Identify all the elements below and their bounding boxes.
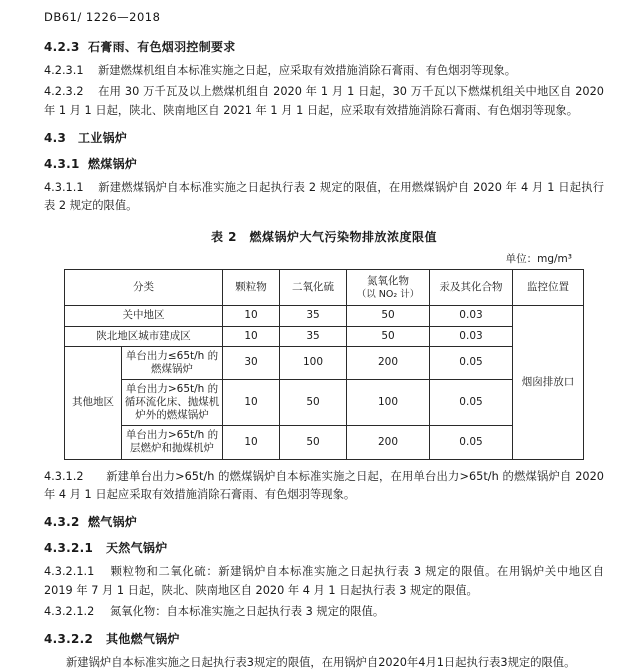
row-so2: 35 <box>280 326 347 346</box>
section-number-43: 4.3 <box>44 130 67 145</box>
table-header-nox <box>347 270 430 306</box>
row-category: 单台出力>65t/h 的循环流化床、抛煤机炉外的燃煤锅炉 <box>122 379 223 425</box>
clause-text-4232: 在用 30 万千瓦及以上燃煤机组自 2020 年 1 月 1 日起，30 万千瓦以下燃煤机组关中地区自 2020 年 1 月 1 日起，陕北、陕南地区自 2021 年 1 月 1 日起，应采取有效措施消除石膏雨、有色烟羽等现象。 <box>44 85 604 117</box>
row-category: 单台出力>65t/h 的层燃炉和抛煤机炉 <box>122 426 223 459</box>
clause-text-43211: 颗粒物和二氧化硫：新建锅炉自本标准实施之日起执行表 3 规定的限值。在用锅炉关中地区自 2019 年 7 月 1 日起，陕北、陕南地区自 2020 年 4 月 1 日起执行表 3 规定的限值。 <box>44 565 604 597</box>
row-so2: 35 <box>280 306 347 326</box>
table-row <box>65 346 584 379</box>
row-pm: 10 <box>223 426 280 459</box>
table-row <box>65 426 584 459</box>
row-hg: 0.05 <box>430 346 513 379</box>
section-heading-4321 <box>44 539 604 556</box>
row-nox: 200 <box>347 426 430 459</box>
row-monitor: 烟囱排放口 <box>513 306 584 459</box>
table-unit-label: 单位：mg/m³ <box>505 253 572 266</box>
table-row <box>65 306 584 326</box>
row-pm: 10 <box>223 306 280 326</box>
table-header-pm: 颗粒物 <box>223 270 280 306</box>
row-so2: 100 <box>280 346 347 379</box>
table-header-row <box>65 270 584 306</box>
section-number-4321: 4.3.2.1 <box>44 541 94 556</box>
row-nox: 50 <box>347 326 430 346</box>
section-heading-4322 <box>44 630 604 647</box>
section-title-432: 燃气锅炉 <box>88 515 138 530</box>
table-header-category: 分类 <box>65 270 223 306</box>
section-heading-43 <box>44 129 604 146</box>
section-title-43: 工业锅炉 <box>78 130 128 145</box>
section-number-432: 4.3.2 <box>44 515 80 530</box>
row-nox: 50 <box>347 306 430 326</box>
table-header-nox-label: 氮氧化物 <box>367 275 409 288</box>
section-number-431: 4.3.1 <box>44 156 80 171</box>
row-hg: 0.03 <box>430 326 513 346</box>
page-header: DB61/ 1226—2018 <box>44 10 161 24</box>
table-header-monitor: 监控位置 <box>513 270 584 306</box>
row-group-label: 其他地区 <box>65 346 122 459</box>
row-pm: 10 <box>223 326 280 346</box>
section-title-4321: 天然气锅炉 <box>106 541 168 556</box>
row-pm: 30 <box>223 346 280 379</box>
row-category: 单台出力≤65t/h 的燃煤锅炉 <box>122 346 223 379</box>
row-hg: 0.03 <box>430 306 513 326</box>
section-heading-423 <box>44 38 604 55</box>
clause-4322-body: 新建锅炉自本标准实施之日起执行表3规定的限值，在用锅炉自2020年4月1日起执行表3规定的限值。 <box>66 656 576 670</box>
table-header-hg: 汞及其化合物 <box>430 270 513 306</box>
table-header-nox-note: （以 NO₂ 计） <box>356 288 420 300</box>
clause-number-4312: 4.3.1.2 <box>44 469 84 483</box>
clause-4232 <box>44 83 604 120</box>
section-title-4322: 其他燃气锅炉 <box>106 632 180 647</box>
clause-43211 <box>44 563 604 600</box>
row-hg: 0.05 <box>430 426 513 459</box>
emission-limits-table <box>64 269 584 459</box>
clause-4312 <box>44 468 604 505</box>
section-number-4322: 4.3.2.2 <box>44 632 94 647</box>
clause-4231 <box>44 62 604 80</box>
row-so2: 50 <box>280 379 347 425</box>
table-title: 表 2 燃煤锅炉大气污染物排放浓度限值 <box>210 230 438 245</box>
clause-text-4231: 新建燃煤机组自本标准实施之日起，应采取有效措施消除石膏雨、有色烟羽等现象。 <box>98 64 516 77</box>
clause-number-4311: 4.3.1.1 <box>44 180 84 194</box>
table-header-so2: 二氧化硫 <box>280 270 347 306</box>
clause-text-4311: 新建燃煤锅炉自本标准实施之日起执行表 2 规定的限值，在用燃煤锅炉自 2020 年 4 月 1 日起执行表 2 规定的限值。 <box>44 180 604 213</box>
section-title-423: 石膏雨、有色烟羽控制要求 <box>88 40 236 54</box>
section-number-423: 4.2.3 <box>44 40 80 54</box>
clause-number-43211: 4.3.2.1.1 <box>44 565 95 579</box>
row-category: 关中地区 <box>65 306 223 326</box>
clause-text-43212: 氮氧化物：自本标准实施之日起执行表 3 规定的限值。 <box>110 604 385 618</box>
row-pm: 10 <box>223 379 280 425</box>
row-nox: 200 <box>347 346 430 379</box>
row-nox: 100 <box>347 379 430 425</box>
section-heading-432 <box>44 513 604 530</box>
clause-text-4312: 新建单台出力>65t/h 的燃煤锅炉自本标准实施之日起，在用单台出力>65t/h 的燃煤锅炉自 2020 年 4 月 1 日起应采取有效措施消除石膏雨、有色烟羽等现象。 <box>44 469 604 501</box>
clause-number-4231: 4.2.3.1 <box>44 64 84 77</box>
table-row <box>65 379 584 425</box>
section-heading-431 <box>44 155 604 172</box>
clause-4311 <box>44 179 604 216</box>
row-hg: 0.05 <box>430 379 513 425</box>
row-so2: 50 <box>280 426 347 459</box>
section-title-431: 燃煤锅炉 <box>88 156 138 171</box>
table-row <box>65 326 584 346</box>
row-category: 陕北地区城市建成区 <box>65 326 223 346</box>
clause-number-43212: 4.3.2.1.2 <box>44 604 95 618</box>
clause-number-4232: 4.2.3.2 <box>44 85 84 99</box>
clause-43212 <box>44 603 604 621</box>
